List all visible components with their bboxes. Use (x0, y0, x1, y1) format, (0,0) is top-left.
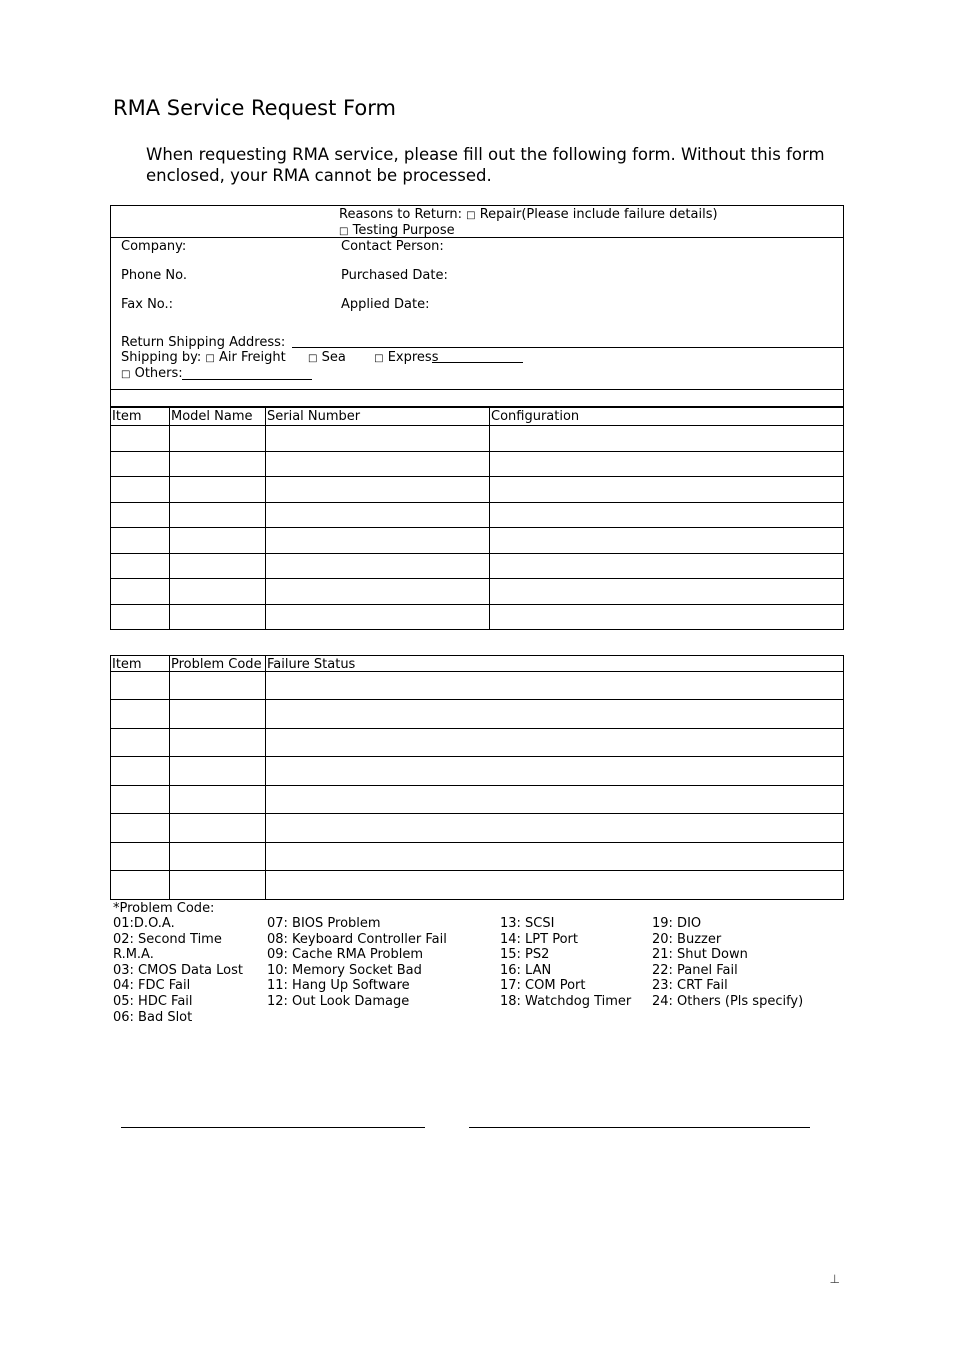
page-number: ⊥ (829, 1272, 840, 1286)
failure-table-row[interactable] (111, 814, 843, 842)
failure-table-row[interactable] (111, 672, 843, 699)
checkbox-sea[interactable]: □ (308, 353, 318, 364)
problem-code-column-2 (267, 916, 447, 1010)
reason-testing-label: Testing Purpose (352, 223, 455, 238)
reasons-line-1 (339, 207, 718, 223)
item-table-row[interactable] (111, 477, 843, 502)
others-underline[interactable] (182, 379, 312, 380)
item-table-top-border (110, 407, 844, 408)
shipping-by-label: Shipping by: (121, 350, 202, 365)
item-table-row[interactable] (111, 605, 843, 629)
problem-code-item: 12: Out Look Damage (267, 993, 410, 1009)
fax-label: Fax No.: (121, 297, 174, 312)
item-table-row[interactable] (111, 503, 843, 527)
signature-line-left[interactable] (121, 1127, 425, 1128)
company-label: Company: (121, 239, 187, 254)
problem-code-item: 03: CMOS Data Lost (113, 962, 243, 978)
item-table-header-cell: Configuration (491, 409, 580, 424)
reasons-divider (110, 237, 844, 238)
purchased-date-label: Purchased Date: (341, 268, 448, 283)
form-title: RMA Service Request Form (113, 96, 396, 120)
applied-date-label: Applied Date: (341, 297, 430, 312)
problem-code-item: 02: Second Time R.M.A. (113, 931, 222, 963)
shipping-divider (110, 389, 844, 390)
problem-code-heading: *Problem Code: (113, 901, 215, 916)
others-label: Others: (134, 366, 183, 381)
failure-table-row[interactable] (111, 871, 843, 899)
failure-table-row[interactable] (111, 700, 843, 728)
item-table-header-cell: Item (112, 409, 142, 424)
item-table-row[interactable] (111, 554, 843, 578)
checkbox-testing[interactable]: □ (339, 226, 349, 237)
failure-table-top-border (110, 655, 844, 656)
checkbox-express[interactable]: □ (374, 353, 384, 364)
air-freight-label: Air Freight (218, 350, 286, 365)
problem-code-item: 14: LPT Port (500, 931, 578, 947)
signature-line-right[interactable] (469, 1127, 810, 1128)
problem-code-item: 05: HDC Fail (113, 993, 193, 1009)
return-address-label: Return Shipping Address: (121, 335, 286, 350)
problem-code-item: 15: PS2 (500, 947, 550, 963)
item-table-column-line (843, 407, 844, 630)
problem-code-item: 04: FDC Fail (113, 978, 191, 994)
reasons-line-2 (339, 223, 455, 239)
failure-table-row[interactable] (111, 786, 843, 813)
failure-table-row[interactable] (111, 729, 843, 756)
problem-code-item: 16: LAN (500, 962, 552, 978)
checkbox-others[interactable]: □ (121, 369, 131, 380)
express-label: Express (387, 350, 439, 365)
problem-code-item: 07: BIOS Problem (267, 916, 381, 931)
checkbox-air-freight[interactable]: □ (205, 353, 215, 364)
problem-code-item: 06: Bad Slot (113, 1009, 193, 1025)
item-table-row[interactable] (111, 528, 843, 553)
failure-table-row[interactable] (111, 757, 843, 785)
form-intro: When requesting RMA service, please fill out the following form. Without this form enclosed, your RMA cannot be processed. (146, 145, 825, 185)
failure-table-row-line (110, 899, 844, 900)
reason-repair-label: Repair(Please include failure details) (479, 207, 718, 222)
item-table-row-line (110, 629, 844, 630)
problem-code-item: 21: Shut Down (652, 947, 748, 963)
problem-code-item: 19: DIO (652, 916, 702, 931)
checkbox-repair[interactable]: □ (466, 210, 476, 221)
request-info-box (110, 205, 844, 407)
others-line (121, 366, 183, 382)
item-table-row[interactable] (111, 426, 843, 451)
problem-code-item: 11: Hang Up Software (267, 978, 410, 994)
contact-person-label: Contact Person: (341, 239, 444, 254)
problem-code-item: 20: Buzzer (652, 931, 722, 947)
problem-code-item: 18: Watchdog Timer (500, 993, 632, 1009)
item-table-row[interactable] (111, 452, 843, 476)
failure-table-row[interactable] (111, 843, 843, 870)
express-underline[interactable] (432, 362, 523, 363)
problem-code-item: 01:D.O.A. (113, 916, 175, 931)
problem-code-item: 17: COM Port (500, 978, 586, 994)
failure-table-header-cell: Item (112, 657, 142, 672)
problem-code-item: 10: Memory Socket Bad (267, 962, 422, 978)
item-table-header-cell: Model Name (171, 409, 253, 424)
problem-code-item: 13: SCSI (500, 916, 555, 931)
problem-code-column-1 (113, 916, 261, 1025)
shipping-line (121, 350, 438, 366)
problem-code-item: 24: Others (Pls specify) (652, 993, 804, 1009)
problem-code-column-4 (652, 916, 803, 1010)
sea-label: Sea (321, 350, 346, 365)
problem-code-item: 22: Panel Fail (652, 962, 738, 978)
problem-code-item: 09: Cache RMA Problem (267, 947, 424, 963)
failure-table-column-line (843, 655, 844, 900)
problem-code-column-3 (500, 916, 631, 1010)
problem-code-item: 23: CRT Fail (652, 978, 728, 994)
reasons-label: Reasons to Return: (339, 207, 462, 222)
failure-table-header-cell: Failure Status (267, 657, 356, 672)
phone-label: Phone No. (121, 268, 187, 283)
failure-table-header-cell: Problem Code (171, 657, 262, 672)
item-table-header-cell: Serial Number (267, 409, 361, 424)
item-table-row[interactable] (111, 579, 843, 604)
problem-code-item: 08: Keyboard Controller Fail (267, 931, 447, 947)
address-underline (292, 347, 844, 348)
